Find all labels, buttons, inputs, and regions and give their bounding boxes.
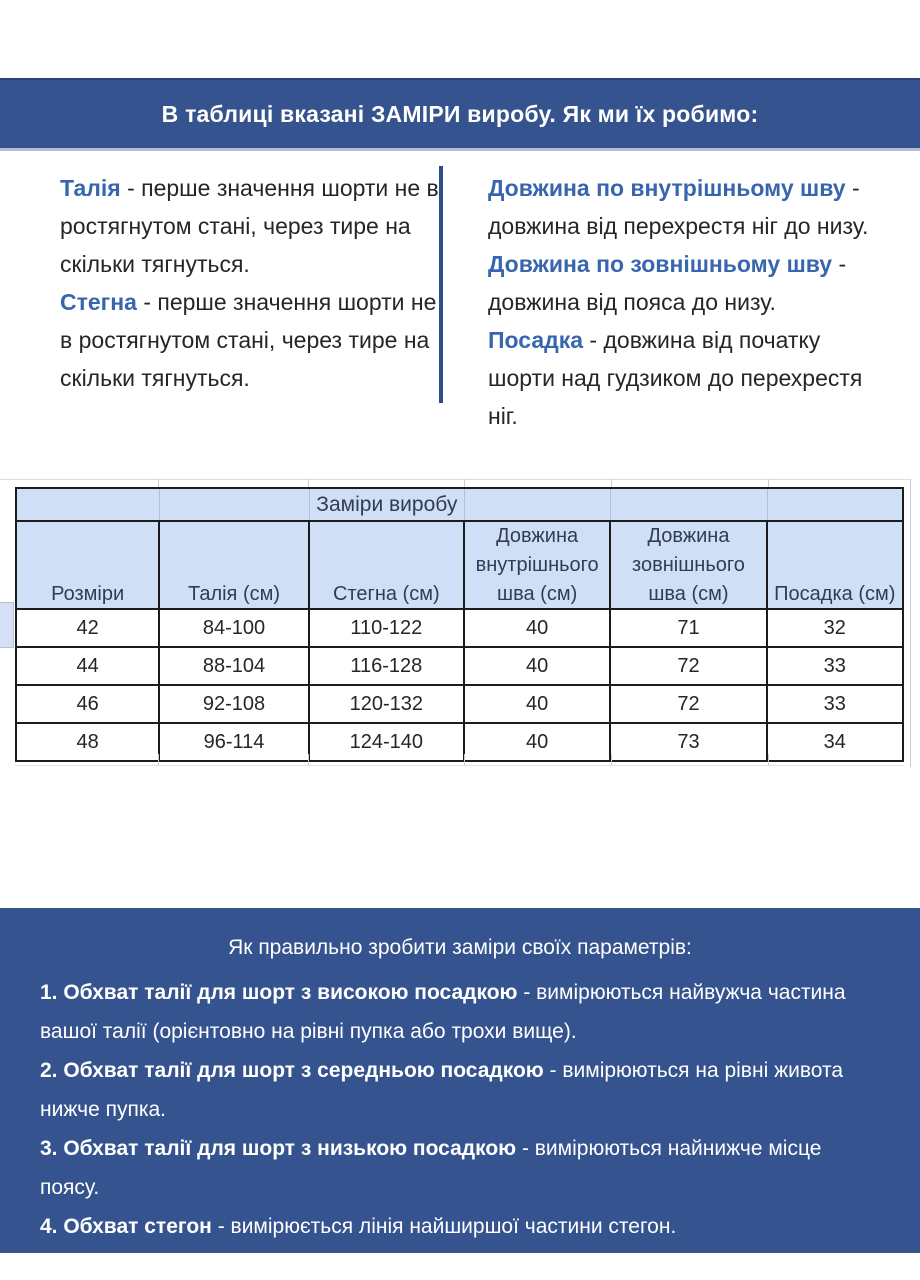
footer-title: Як правильно зробити заміри своїх параметрів:: [228, 936, 692, 959]
footer-item-bold: 3. Обхват талії для шорт з низькою посадкою: [40, 1137, 517, 1160]
definition-inseam-length: [488, 169, 886, 245]
definition-text: - перше значення шорти не в ростягнутом стані, через тире на скільки тягнуться.: [60, 289, 437, 391]
table-cell: 73: [611, 724, 767, 760]
footer-banner: [0, 908, 920, 1253]
table-cell: 88-104: [160, 648, 309, 684]
definition-text: - перше значення шорти не в ростягнутом стані, через тире на скільки тягнуться.: [60, 175, 439, 277]
definition-text: - довжина від перехрестя ніг до низу.: [488, 175, 869, 239]
table-cell: 110-122: [310, 610, 465, 646]
vertical-divider: [439, 166, 443, 403]
table-cell: 32: [823, 616, 846, 639]
definition-term: Довжина по зовнішньому шву: [488, 251, 833, 277]
table-cell: 72: [611, 686, 767, 722]
definitions-right-column: [488, 169, 886, 435]
table-cell: 33: [823, 692, 846, 715]
table-cell: 84-100: [160, 610, 309, 646]
table-cell: 40: [465, 686, 611, 722]
definition-term: Талія: [60, 175, 121, 201]
footer-item-4: [40, 1207, 880, 1246]
definition-term: Довжина по внутрішньому шву: [488, 175, 846, 201]
table-title: Заміри виробу: [316, 492, 458, 516]
header-rise: Посадка (см): [774, 583, 896, 605]
definition-term: Посадка: [488, 327, 584, 353]
footer-item-bold: 4. Обхват стегон: [40, 1215, 212, 1238]
definition-outseam-length: [488, 245, 886, 321]
footer-item-bold: 2. Обхват талії для шорт з середньою посадкою: [40, 1059, 544, 1082]
definition-text: - довжина від початку шорти над гудзиком до перехрестя ніг.: [488, 327, 863, 429]
definition-term: Стегна: [60, 289, 137, 315]
table-cell: 92-108: [160, 686, 309, 722]
footer-item-2: [40, 1051, 880, 1129]
table-cell: 40: [465, 648, 611, 684]
footer-item-text: - вимірюється лінія найширшої частини стегон.: [211, 1215, 677, 1238]
table-header-row: [17, 522, 902, 610]
table-cell: 72: [611, 648, 767, 684]
footer-item-text: - вимірюються найвужча частина вашої талії (орієнтовно на рівні пупка або трохи вище).: [40, 981, 846, 1043]
table-cell: 40: [465, 610, 611, 646]
table-cell: 42: [17, 610, 160, 646]
spreadsheet-gridline-stubs-bottom: [15, 754, 904, 766]
table-cell: 71: [611, 610, 767, 646]
table-cell: 120-132: [310, 686, 465, 722]
definition-rise: [488, 321, 886, 435]
table-row: [17, 686, 902, 724]
header-inseam: Довжина внутрішнього шва (см): [465, 522, 611, 616]
row-highlight-stub: [0, 602, 14, 648]
table-title-row: [17, 489, 902, 522]
header-hips: Стегна (см): [310, 522, 465, 616]
table-cell: 116-128: [310, 648, 465, 684]
header-waist: Талія (см): [160, 522, 309, 616]
banner-title: В таблиці вказані ЗАМІРИ виробу. Як ми їх робимо:: [161, 100, 759, 127]
table-cell: 44: [17, 648, 160, 684]
table-row: [17, 648, 902, 686]
table-cell: 124-140: [310, 724, 465, 760]
footer-item-bold: 1. Обхват талії для шорт з високою посадкою: [40, 981, 518, 1004]
header-banner: [0, 78, 920, 151]
table-cell: 96-114: [160, 724, 309, 760]
spreadsheet-gridline-stubs-top: [15, 479, 904, 487]
measurements-table: [15, 487, 904, 762]
footer-item-text: - вимірюються найнижче місце поясу.: [40, 1137, 822, 1199]
header-outseam: Довжина зовнішнього шва (см): [611, 522, 767, 616]
definition-hips: [60, 283, 442, 397]
header-sizes: Розміри: [17, 522, 160, 616]
table-row: [17, 610, 902, 648]
definition-waist: [60, 169, 442, 283]
table-cell: 40: [465, 724, 611, 760]
definitions-left-column: [60, 169, 442, 397]
table-cell: 33: [823, 654, 846, 677]
definition-text: - довжина від пояса до низу.: [488, 251, 847, 315]
table-cell: 48: [17, 724, 160, 760]
footer-item-text: - вимірюються на рівні живота нижче пупка.: [40, 1059, 844, 1121]
footer-item-1: [40, 973, 880, 1051]
spreadsheet-gridline: [910, 479, 911, 767]
footer-item-3: [40, 1129, 880, 1207]
table-cell: 34: [823, 730, 846, 753]
table-cell: 46: [17, 686, 160, 722]
